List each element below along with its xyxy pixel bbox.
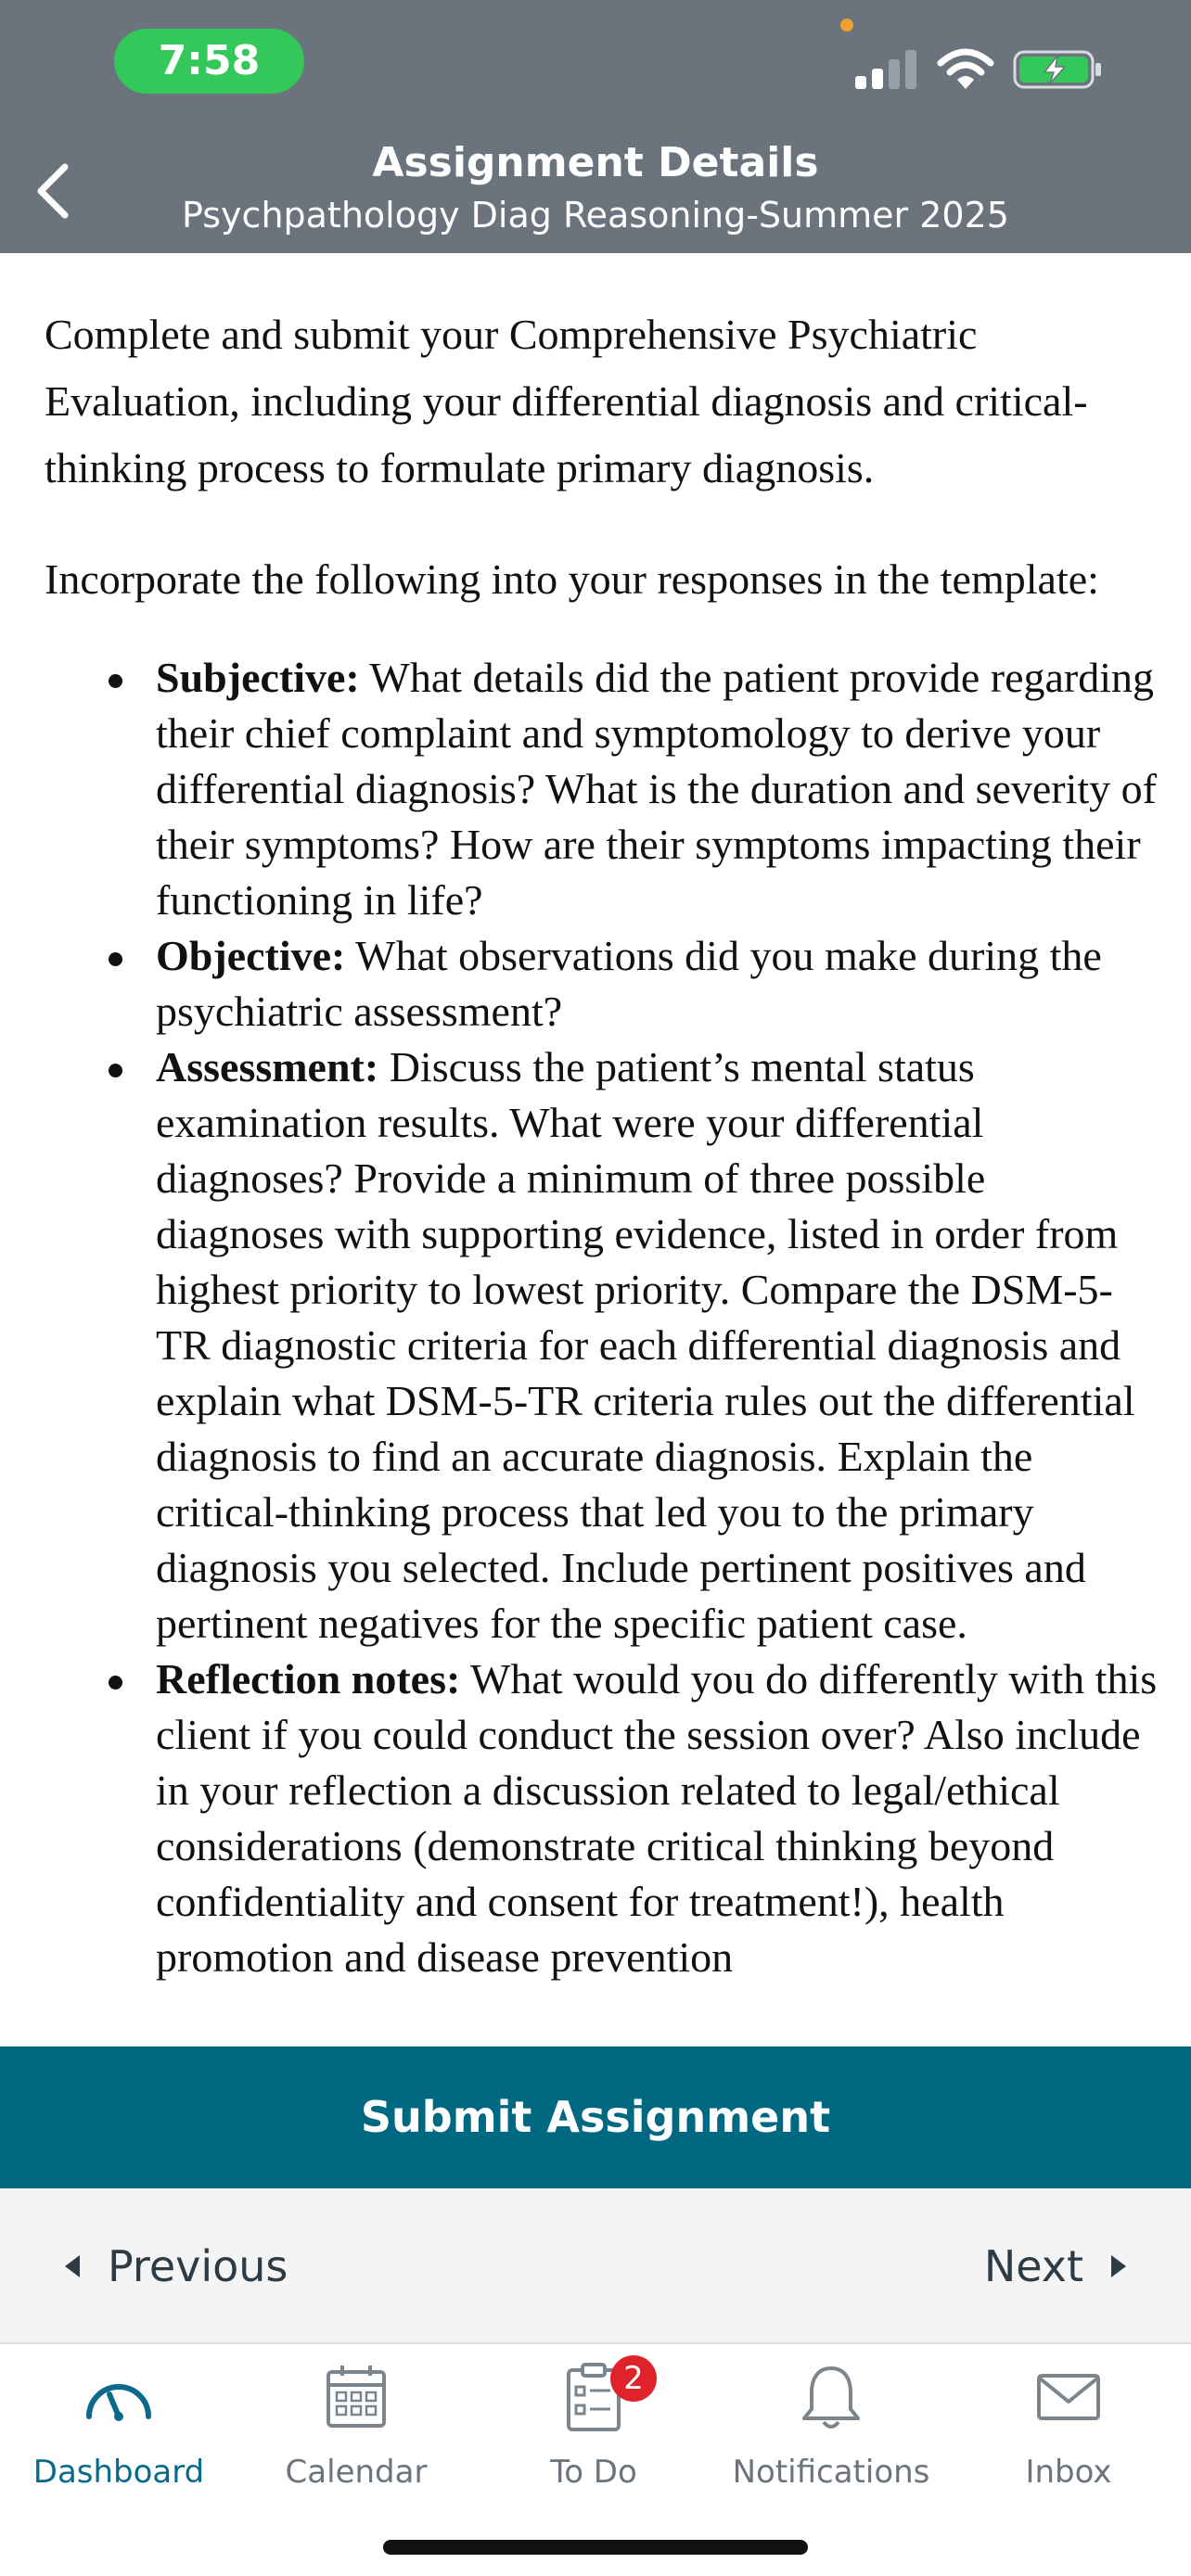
wifi-icon xyxy=(933,45,998,93)
tab-calendar[interactable] xyxy=(237,2344,475,2511)
envelope-icon xyxy=(1035,2363,1102,2428)
tab-label: Dashboard xyxy=(32,2454,205,2491)
tab-label: Calendar xyxy=(285,2454,428,2491)
list-item-label: Subjective: xyxy=(156,654,360,701)
list-item-label: Reflection notes: xyxy=(156,1655,461,1702)
requirements-list xyxy=(156,650,1158,1985)
next-button[interactable] xyxy=(984,2237,1126,2296)
next-label: Next xyxy=(983,2241,1083,2291)
todo-count-badge: 2 xyxy=(610,2355,657,2402)
bell-icon xyxy=(799,2363,864,2433)
list-item-label: Objective: xyxy=(156,932,346,979)
instruction-paragraph: Incorporate the following into your responses in the template: xyxy=(45,555,1099,603)
assignment-description xyxy=(0,253,1191,2047)
cellular-signal-icon xyxy=(853,48,918,91)
page-title: Assignment Details xyxy=(372,139,819,186)
battery-charging-icon xyxy=(1013,48,1104,91)
list-item-text: Discuss the patient’s mental status examination results. What were your differential diagnoses? Provide a minimum of three possible diagnoses with supporting evidence, listed in order from highest priority to lowest priority. Compare the DSM-5-TR diagnostic criteria for each differential diagnosis and explain what DSM-5-TR criteria rules out the differential diagnosis to find an accurate diagnosis. Explain the critical-thinking process that led you to the primary diagnosis you selected. Include pertinent positives and pertinent negatives for the specific patient case. xyxy=(156,1043,1135,1647)
tab-notifications[interactable] xyxy=(712,2344,950,2511)
pager-bar xyxy=(0,2188,1191,2344)
app-header xyxy=(0,0,1191,253)
caret-left-icon xyxy=(65,2255,80,2277)
course-subtitle: Psychpathology Diag Reasoning-Summer 2025 xyxy=(182,195,1009,236)
list-item-reflection xyxy=(156,1651,1158,1985)
list-item-text: What details did the patient provide regarding their chief complaint and symptomology to derive your differential diagnosis? What is the duration and severity of their symptoms? How are their symptoms impacting their functioning in life? xyxy=(156,654,1158,924)
privacy-indicator-dot xyxy=(840,19,853,32)
tab-label: Inbox xyxy=(1025,2454,1112,2491)
list-item-objective xyxy=(156,928,1158,1039)
tab-todo[interactable] xyxy=(475,2344,712,2511)
previous-button[interactable] xyxy=(65,2237,288,2296)
list-item-text: What observations did you make during the psychiatric assessment? xyxy=(156,932,1102,1035)
tab-label: To Do xyxy=(550,2454,637,2491)
intro-paragraph: Complete and submit your Comprehensive Psychiatric Evaluation, including your differential diagnosis and critical-thinking process to formulate primary diagnosis. xyxy=(45,311,1088,491)
home-indicator xyxy=(383,2540,808,2555)
status-bar xyxy=(0,0,1191,130)
tab-dashboard[interactable] xyxy=(0,2344,237,2511)
tab-inbox[interactable] xyxy=(950,2344,1187,2511)
dashboard-icon xyxy=(82,2363,156,2428)
list-item-assessment xyxy=(156,1039,1158,1651)
submit-assignment-button[interactable]: Submit Assignment xyxy=(0,2047,1191,2188)
caret-right-icon xyxy=(1111,2255,1126,2277)
status-time: 7:58 xyxy=(114,29,304,94)
list-item-subjective xyxy=(156,650,1158,928)
previous-label: Previous xyxy=(108,2241,288,2291)
list-item-label: Assessment: xyxy=(156,1043,379,1090)
calendar-icon xyxy=(324,2363,389,2431)
list-item-text: What would you do differently with this client if you could conduct the session over? Also include in your reflection a discussion related to legal/ethical considerations (demonstrate critical thinking beyond confidentiality and consent for treatment!), health promotion and disease prevention xyxy=(156,1655,1158,1981)
tab-label: Notifications xyxy=(732,2454,930,2491)
